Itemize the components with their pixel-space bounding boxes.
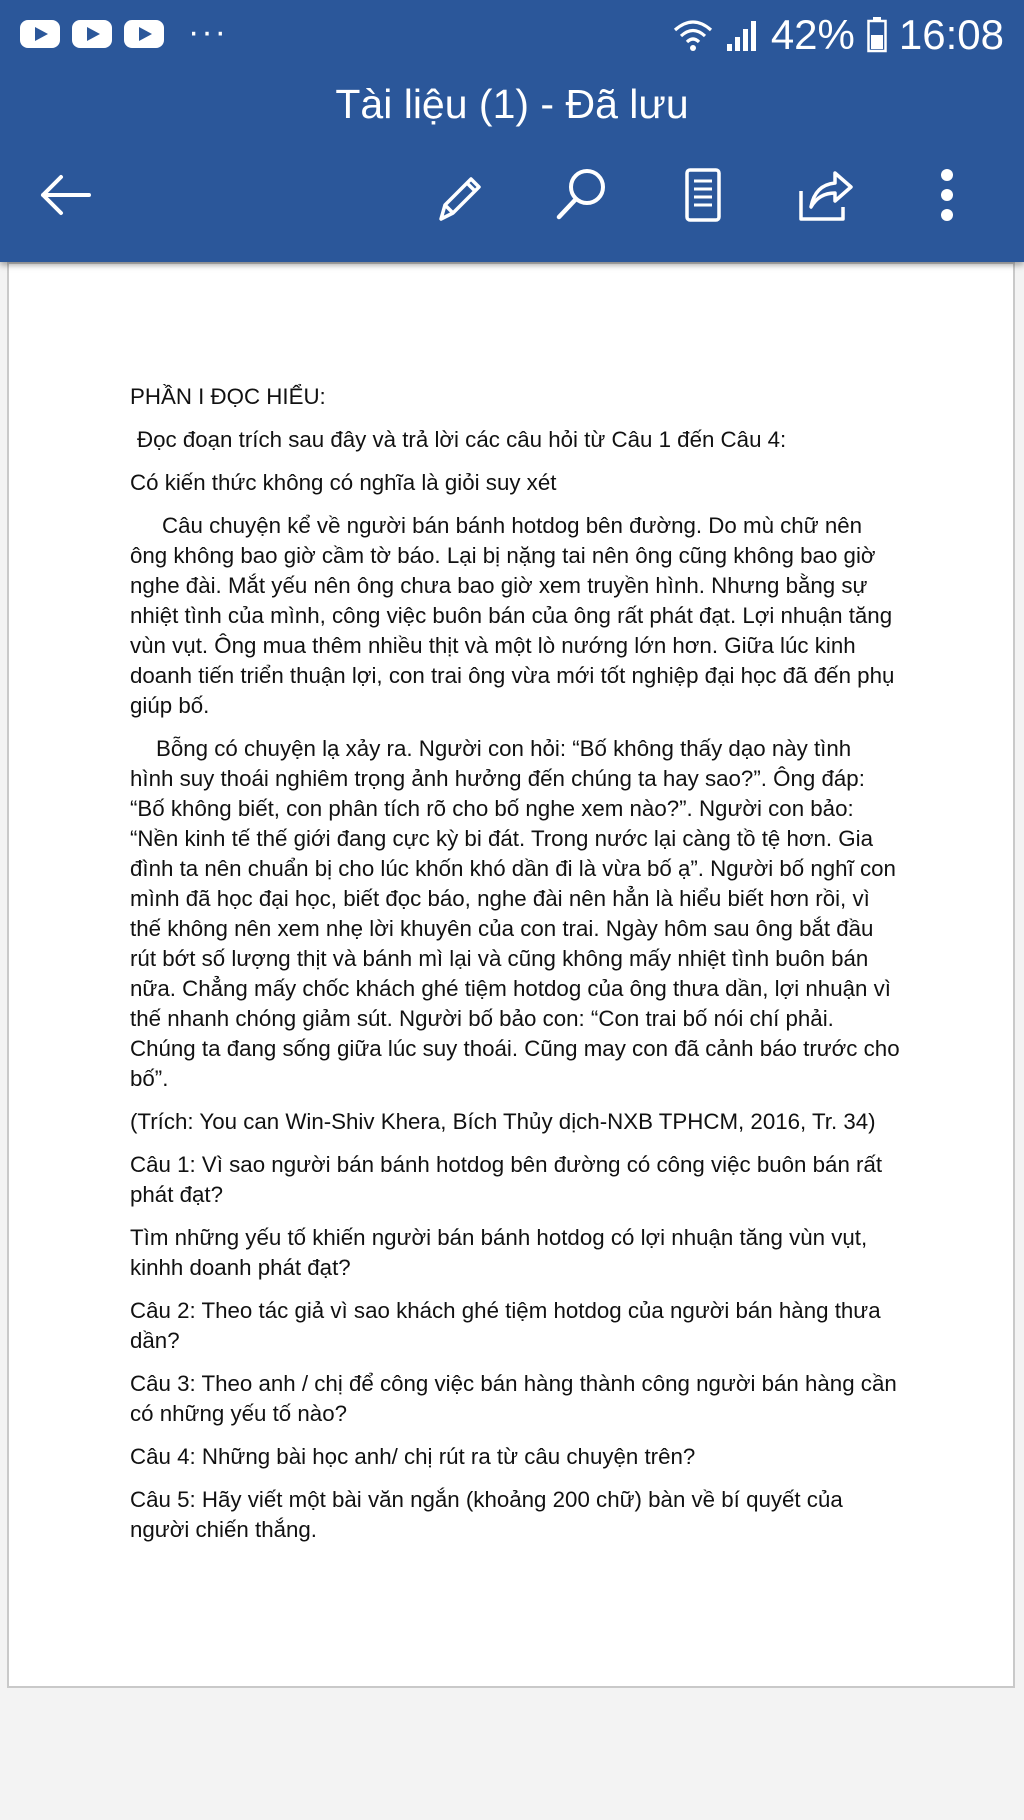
youtube-icon [20,20,60,48]
more-options-button[interactable] [912,160,982,230]
battery-icon [867,17,887,53]
share-icon [795,167,855,223]
signal-icon [725,18,759,52]
instruction-text: Đọc đoạn trích sau đây và trả lời các câu hỏi từ Câu 1 đến Câu 4: [137,427,787,452]
reading-view-button[interactable] [668,160,738,230]
passage-paragraph: Câu chuyện kể về người bán bánh hotdog bên đường. Do mù chữ nên ông không bao giờ cầm tờ báo. Lại bị nặng tai nên ông cũng không bao giờ nghe đài. Mắt yếu nên ông chưa bao giờ xem truyền hình. Nhưng bằng sự nhiệt tình của mình, công việc buôn bán của ông rất phát đạt. Lợi nhuận tăng vùn vụt. Ông mua thêm nhiều thịt và một lò nướng lớn hơn. Giữa lúc kinh doanh tiến triển thuận lợi, con trai ông vừa mới tốt nghiệp đại học đã đến phụ giúp bố. [130,513,895,718]
question-1-sub: Tìm những yếu tố khiến người bán bánh hotdog có lợi nhuận tăng vùn vụt, kinhh doanh phát đạt? [130,1225,868,1280]
toolbar [0,160,1024,230]
document-body [130,382,900,1558]
question-2: Câu 2: Theo tác giả vì sao khách ghé tiệm hotdog của người bán hàng thưa dần? [130,1298,881,1353]
share-button[interactable] [790,160,860,230]
section-heading: PHẦN I ĐỌC HIỂU: [130,384,326,409]
edit-button[interactable] [424,160,494,230]
battery-percent: 42% [770,11,855,58]
search-button[interactable] [546,160,616,230]
more-notifications-icon: ··· [188,13,228,51]
clock: 16:08 [898,11,1004,58]
passage-paragraph: Bỗng có chuyện lạ xảy ra. Người con hỏi: “Bố không thấy dạo này tình hình suy thoái nghiêm trọng ảnh hưởng đến chúng ta hay sao?”. Ông đáp: “Bố không biết, con phân tích rõ cho bố nghe xem nào?”. Người con bảo: “Nền kinh tế thế giới đang cực kỳ bi đát. Trong nước lại càng tồ tệ hơn. Gia đình ta nên chuẩn bị cho lúc khốn khó dần đi là vừa bố ạ”. Người bố nghĩ con mình đã học đại học, biết đọc báo, nghe đài nên hẳn là hiểu biết hơn rồi, vì thế không nên xem nhẹ lời khuyên của con trai. Ngày hôm sau ông bắt đầu rút bớt số lượng thịt và bánh mì lại và cũng không mấy nhiệt tình buôn bán nữa. Chẳng mấy chốc khách ghé tiệm hotdog của ông thưa dần, lợi nhuận vì thế nhanh chóng giảm sút. Người bố bảo con: “Con trai bố nói chí phải. Chúng ta đang sống giữa lúc suy thoái. Cũng may con đã cảnh báo trước cho bố”. [130,736,900,1091]
pencil-icon [431,167,487,223]
passage-title: Có kiến thức không có nghĩa là giỏi suy xét [130,470,557,495]
app-header [0,0,1024,262]
youtube-icon [72,20,112,48]
document-title: Tài liệu (1) - Đã lưu [335,81,689,127]
question-5: Câu 5: Hãy viết một bài văn ngắn (khoảng 200 chữ) bàn về bí quyết của người chiến thắng. [130,1487,843,1542]
question-1: Câu 1: Vì sao người bán bánh hotdog bên đường có công việc buôn bán rất phát đạt? [130,1152,883,1207]
back-arrow-icon [37,173,93,217]
youtube-icon [124,20,164,48]
reading-view-icon [683,167,723,223]
document-page[interactable] [7,262,1015,1688]
search-icon [551,165,611,225]
status-bar [0,0,1024,70]
wifi-icon [673,18,713,52]
question-4: Câu 4: Những bài học anh/ chị rút ra từ câu chuyện trên? [130,1444,696,1469]
more-vertical-icon [937,167,957,223]
question-3: Câu 3: Theo anh / chị để công việc bán hàng thành công người bán hàng cần có những yếu tố nào? [130,1371,897,1426]
back-button[interactable] [30,160,100,230]
source-citation: (Trích: You can Win-Shiv Khera, Bích Thủy dịch-NXB TPHCM, 2016, Tr. 34) [130,1109,876,1134]
